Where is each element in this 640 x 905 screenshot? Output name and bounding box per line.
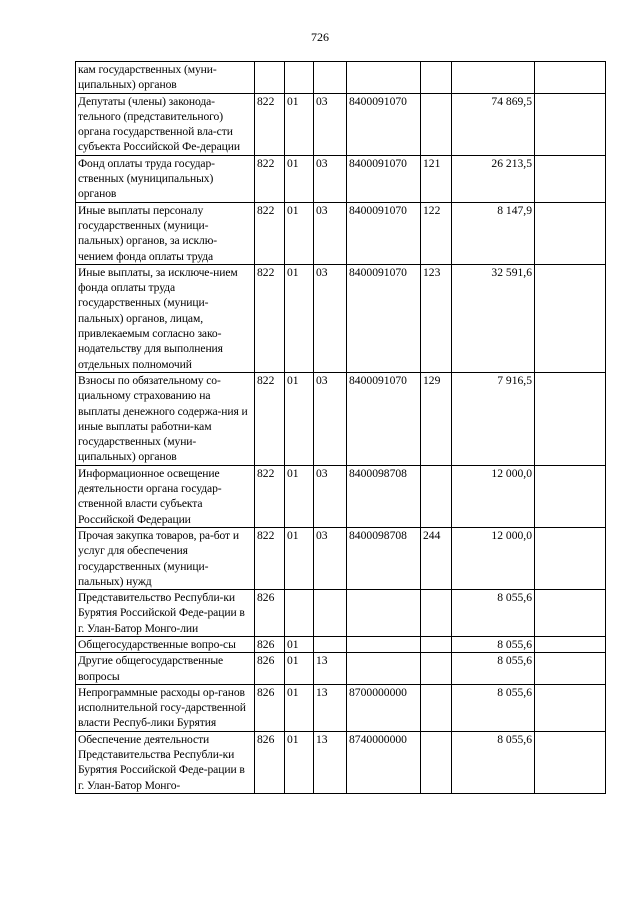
row-pr: 13 [314,653,347,685]
row-extra [535,653,606,685]
row-name: Информационное освещение деятельности органа государ-ственной власти субъекта Российской Федерации [78,466,222,526]
row-cs: 8740000000 [347,731,421,793]
row-name-cell [76,155,255,202]
table-row [76,684,606,731]
row-name: Представительство Республи-ки Бурятия Российской Феде-рации в г. Улан-Батор Монго-лии [78,591,245,635]
row-sum: 8 055,6 [452,731,535,793]
row-cs: 8400091070 [347,155,421,202]
row-extra [535,465,606,527]
row-ved: 826 [255,636,285,652]
row-pr [314,636,347,652]
row-pr: 03 [314,527,347,589]
row-rz: 01 [285,684,314,731]
row-cs: 8700000000 [347,684,421,731]
row-cs [347,62,421,94]
row-name: Взносы по обязательному со-циальному страхованию на выплаты денежного содержа-ния и иные выплаты работни-кам государственных (муни-ципальных) органов [78,373,248,464]
row-name: Депутаты (члены) законода-тельного (представительного) органа государственной вла-сти субъекта Российской Фе-дерации [78,94,240,154]
row-rz: 01 [285,372,314,465]
row-name-cell [76,202,255,264]
row-name-cell [76,62,255,94]
row-name: Иные выплаты, за исключе-нием фонда оплаты труда государственных (муници-пальных) органов, лицам, привлекаемым согласно зако-нодательству для выполнения отдельных полномочий [78,265,238,371]
row-sum: 26 213,5 [452,155,535,202]
row-vr [421,731,452,793]
row-rz: 01 [285,465,314,527]
row-vr: 244 [421,527,452,589]
row-sum: 8 055,6 [452,636,535,652]
row-extra [535,731,606,793]
table-row [76,465,606,527]
row-name: кам государственных (муни-ципальных) органов [78,63,217,92]
row-vr [421,62,452,94]
row-name: Другие общегосударственные вопросы [78,654,224,683]
row-vr [421,465,452,527]
row-ved: 826 [255,590,285,637]
table-row [76,93,606,155]
row-sum: 7 916,5 [452,372,535,465]
row-name-cell [76,653,255,685]
row-cs: 8400091070 [347,202,421,264]
row-pr [314,62,347,94]
row-vr: 121 [421,155,452,202]
row-pr: 03 [314,202,347,264]
table-row [76,590,606,637]
row-pr: 13 [314,731,347,793]
row-extra [535,155,606,202]
row-name: Обеспечение деятельности Представительства Республи-ки Бурятия Российской Феде-рации в г. Улан-Батор Монго- [78,732,245,792]
row-rz: 01 [285,653,314,685]
row-ved: 822 [255,372,285,465]
row-sum: 12 000,0 [452,527,535,589]
row-name: Непрограммные расходы ор-ганов исполнительной госу-дарственной власти Респуб-лики Бурятия [78,685,246,730]
row-vr [421,684,452,731]
row-ved: 826 [255,653,285,685]
row-name-cell [76,684,255,731]
row-name-cell [76,731,255,793]
row-name-cell [76,264,255,372]
budget-table-body [76,62,606,794]
row-name-cell [76,527,255,589]
row-rz [285,62,314,94]
row-ved: 822 [255,155,285,202]
table-row [76,731,606,793]
row-ved: 822 [255,202,285,264]
row-rz: 01 [285,636,314,652]
row-name: Иные выплаты персоналу государственных (муници-пальных) органов, за исклю-чением фонда оплаты труда [78,203,218,263]
row-vr [421,636,452,652]
row-sum: 32 591,6 [452,264,535,372]
row-name-cell [76,93,255,155]
row-pr: 03 [314,372,347,465]
row-ved: 822 [255,527,285,589]
row-ved: 822 [255,93,285,155]
row-sum: 12 000,0 [452,465,535,527]
row-name-cell [76,636,255,652]
row-name: Общегосударственные вопро-сы [78,637,236,651]
row-rz: 01 [285,202,314,264]
row-cs: 8400091070 [347,93,421,155]
row-cs: 8400091070 [347,372,421,465]
row-name-cell [76,372,255,465]
table-row [76,636,606,652]
row-pr [314,590,347,637]
row-ved: 826 [255,731,285,793]
row-name: Фонд оплаты труда государ-ственных (муниципальных) органов [78,156,215,201]
row-name-cell [76,465,255,527]
row-vr: 122 [421,202,452,264]
row-cs [347,636,421,652]
row-extra [535,684,606,731]
row-extra [535,202,606,264]
table-row [76,62,606,94]
row-rz: 01 [285,93,314,155]
row-rz: 01 [285,264,314,372]
page-number: 726 [311,30,329,44]
row-rz: 01 [285,155,314,202]
row-vr: 123 [421,264,452,372]
row-ved [255,62,285,94]
row-vr: 129 [421,372,452,465]
table-row [76,653,606,685]
row-pr: 03 [314,264,347,372]
row-extra [535,264,606,372]
row-cs [347,590,421,637]
row-vr [421,653,452,685]
row-extra [535,93,606,155]
row-pr: 03 [314,465,347,527]
row-sum: 8 055,6 [452,653,535,685]
budget-table [75,61,606,794]
row-vr [421,93,452,155]
row-extra [535,62,606,94]
table-row [76,372,606,465]
row-extra [535,636,606,652]
row-pr: 03 [314,93,347,155]
row-rz: 01 [285,527,314,589]
row-extra [535,372,606,465]
row-cs: 8400098708 [347,465,421,527]
row-pr: 03 [314,155,347,202]
row-pr: 13 [314,684,347,731]
row-sum: 8 055,6 [452,590,535,637]
row-ved: 822 [255,465,285,527]
row-rz [285,590,314,637]
table-row [76,202,606,264]
row-cs: 8400098708 [347,527,421,589]
row-sum: 74 869,5 [452,93,535,155]
row-cs: 8400091070 [347,264,421,372]
row-extra [535,590,606,637]
table-row [76,155,606,202]
table-row [76,527,606,589]
row-sum [452,62,535,94]
row-vr [421,590,452,637]
row-extra [535,527,606,589]
table-row [76,264,606,372]
row-name: Прочая закупка товаров, ра-бот и услуг для обеспечения государственных (муници-пальных) нужд [78,528,239,588]
row-ved: 826 [255,684,285,731]
row-name-cell [76,590,255,637]
row-sum: 8 147,9 [452,202,535,264]
row-cs [347,653,421,685]
row-sum: 8 055,6 [452,684,535,731]
row-ved: 822 [255,264,285,372]
row-rz: 01 [285,731,314,793]
